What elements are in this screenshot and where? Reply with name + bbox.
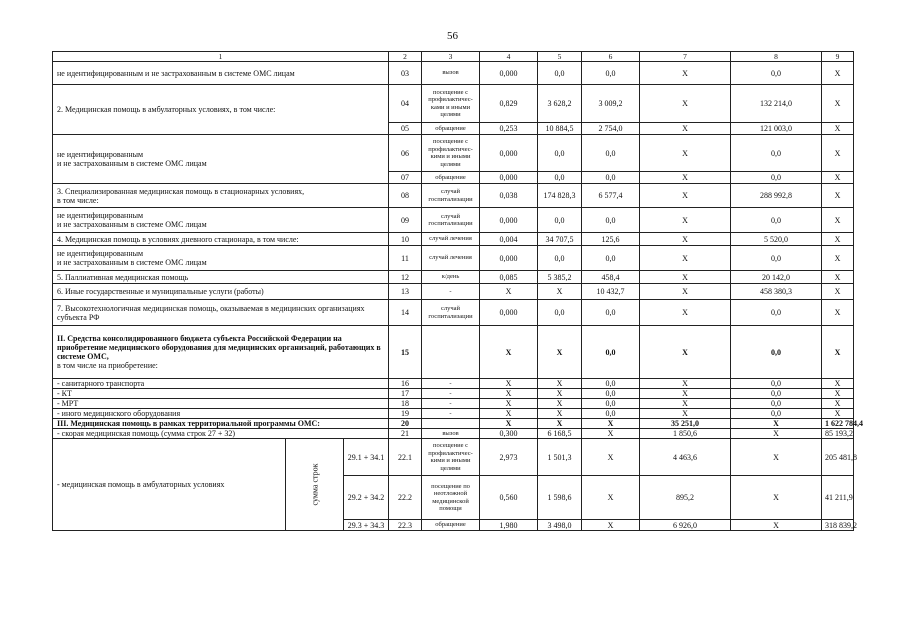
cell-c8: X bbox=[822, 326, 854, 379]
cell-c5: X bbox=[582, 419, 640, 429]
cell-c7: 20 142,0 bbox=[731, 271, 822, 284]
table-row bbox=[53, 233, 854, 246]
row-label: - КТ bbox=[53, 389, 389, 399]
row-code: 06 bbox=[389, 135, 422, 172]
row-unit bbox=[422, 419, 480, 429]
row-unit: посещение с профилактичес-ками и иными целями bbox=[422, 85, 480, 123]
cell-c5: 125,6 bbox=[582, 233, 640, 246]
cell-c4: 3 498,0 bbox=[538, 520, 582, 531]
row-label: не идентифицированным и не застрахованным в системе ОМС лицам bbox=[53, 135, 389, 184]
cell-c8: X bbox=[822, 389, 854, 399]
cell-c7: 0,0 bbox=[731, 172, 822, 184]
row-code: 13 bbox=[389, 284, 422, 300]
cell-c8: X bbox=[822, 172, 854, 184]
row-unit: вызов bbox=[422, 429, 480, 439]
cell-c6: X bbox=[640, 300, 731, 326]
row-unit: - bbox=[422, 284, 480, 300]
cell-c3: 0,000 bbox=[480, 300, 538, 326]
cell-c8: X bbox=[822, 208, 854, 233]
row-label: - скорая медицинская помощь (сумма строк 27 + 32) bbox=[53, 429, 389, 439]
cell-c3: X bbox=[480, 409, 538, 419]
cell-c5: 0,0 bbox=[582, 246, 640, 271]
row-unit: - bbox=[422, 389, 480, 399]
table-row bbox=[53, 271, 854, 284]
header-cell: 9 bbox=[822, 52, 854, 62]
row-code: 04 bbox=[389, 85, 422, 123]
cell-c7: 0,0 bbox=[731, 389, 822, 399]
header-cell: 2 bbox=[389, 52, 422, 62]
cell-c4: 174 828,3 bbox=[538, 184, 582, 208]
cell-c4: 5 385,2 bbox=[538, 271, 582, 284]
cell-c5: 0,0 bbox=[582, 389, 640, 399]
row-code: 22.3 bbox=[389, 520, 422, 531]
row-unit: обращение bbox=[422, 172, 480, 184]
cell-c3: X bbox=[480, 419, 538, 429]
cell-c3: 0,253 bbox=[480, 123, 538, 135]
cell-c6: X bbox=[640, 271, 731, 284]
cell-c7: 121 003,0 bbox=[731, 123, 822, 135]
cell-c7: 0,0 bbox=[731, 246, 822, 271]
row-formula: 29.1 + 34.1 bbox=[344, 439, 389, 476]
cell-c4: 0,0 bbox=[538, 62, 582, 85]
cell-c6: X bbox=[640, 208, 731, 233]
cell-c5: 10 432,7 bbox=[582, 284, 640, 300]
header-cell: 4 bbox=[480, 52, 538, 62]
cell-c7: 0,0 bbox=[731, 326, 822, 379]
header-cell: 5 bbox=[538, 52, 582, 62]
row-label-main: II. Средства консолидированного бюджета субъекта Российской Федерации на приобретение медицинского оборудования для медицинских организаций, работающих в системе ОМС, bbox=[57, 334, 381, 361]
cell-c3: 0,000 bbox=[480, 135, 538, 172]
cell-c7: X bbox=[731, 419, 822, 429]
row-label: - санитарного транспорта bbox=[53, 379, 389, 389]
table-row bbox=[53, 326, 854, 379]
cell-c6: 1 850,6 bbox=[640, 429, 731, 439]
row-label: не идентифицированным и не застрахованным в системе ОМС лицам bbox=[53, 246, 389, 271]
cell-c8: 205 481,8 bbox=[822, 439, 854, 476]
cell-c5: X bbox=[582, 439, 640, 476]
cell-c3: 0,560 bbox=[480, 476, 538, 520]
row-unit: к/день bbox=[422, 271, 480, 284]
table-row bbox=[53, 62, 854, 85]
cell-c7: 0,0 bbox=[731, 62, 822, 85]
cell-c7: 0,0 bbox=[731, 409, 822, 419]
row-unit: - bbox=[422, 399, 480, 409]
row-unit: посещение с профилактичес-кими и иными целями bbox=[422, 135, 480, 172]
cell-c5: X bbox=[582, 520, 640, 531]
cell-c4: 0,0 bbox=[538, 300, 582, 326]
cell-c4: X bbox=[538, 419, 582, 429]
cell-c6: X bbox=[640, 172, 731, 184]
cell-c4: X bbox=[538, 389, 582, 399]
cell-c5: 0,0 bbox=[582, 62, 640, 85]
cell-c7: 5 520,0 bbox=[731, 233, 822, 246]
row-label: 7. Высокотехнологичная медицинская помощь, оказываемая в медицинских организациях субъекта РФ bbox=[53, 300, 389, 326]
row-unit: посещение с профилактичес-кими и иными целями bbox=[422, 439, 480, 476]
row-unit: посещение по неотложной медицинской помощи bbox=[422, 476, 480, 520]
table-row bbox=[53, 389, 854, 399]
row-code: 03 bbox=[389, 62, 422, 85]
cell-c8: X bbox=[822, 399, 854, 409]
cell-c3: 0,038 bbox=[480, 184, 538, 208]
row-code: 12 bbox=[389, 271, 422, 284]
row-code: 07 bbox=[389, 172, 422, 184]
header-cell: 6 bbox=[582, 52, 640, 62]
row-code: 20 bbox=[389, 419, 422, 429]
cell-c8: X bbox=[822, 300, 854, 326]
row-code: 05 bbox=[389, 123, 422, 135]
cell-c4: 10 884,5 bbox=[538, 123, 582, 135]
cell-c5: 0,0 bbox=[582, 208, 640, 233]
row-formula: 29.3 + 34.3 bbox=[344, 520, 389, 531]
cell-c5: 0,0 bbox=[582, 172, 640, 184]
row-label bbox=[53, 326, 389, 379]
cell-c7: 132 214,0 bbox=[731, 85, 822, 123]
row-unit: - bbox=[422, 409, 480, 419]
cell-c5: 3 009,2 bbox=[582, 85, 640, 123]
cell-c3: 0,004 bbox=[480, 233, 538, 246]
table-row bbox=[53, 208, 854, 233]
row-code: 22.1 bbox=[389, 439, 422, 476]
row-code: 09 bbox=[389, 208, 422, 233]
cell-c8: 318 839,2 bbox=[822, 520, 854, 531]
cell-c7: X bbox=[731, 520, 822, 531]
row-code: 08 bbox=[389, 184, 422, 208]
cell-c8: X bbox=[822, 123, 854, 135]
cell-c8: 41 211,9 bbox=[822, 476, 854, 520]
cell-c6: X bbox=[640, 379, 731, 389]
row-label: 2. Медицинская помощь в амбулаторных условиях, в том числе: bbox=[53, 85, 389, 135]
row-label: III. Медицинская помощь в рамках территориальной программы ОМС: bbox=[53, 419, 389, 429]
cell-c4: 0,0 bbox=[538, 246, 582, 271]
cell-c8: 1 622 784,4 bbox=[822, 419, 854, 429]
cell-c7: 0,0 bbox=[731, 208, 822, 233]
cell-c8: X bbox=[822, 62, 854, 85]
row-label-sub: в том числе на приобретение: bbox=[57, 361, 158, 370]
cell-c6: X bbox=[640, 326, 731, 379]
cell-c5: 6 577,4 bbox=[582, 184, 640, 208]
cell-c4: 0,0 bbox=[538, 208, 582, 233]
row-label: 6. Иные государственные и муниципальные услуги (работы) bbox=[53, 284, 389, 300]
cell-c7: 288 992,8 bbox=[731, 184, 822, 208]
cell-c8: X bbox=[822, 409, 854, 419]
row-label: - иного медицинского оборудования bbox=[53, 409, 389, 419]
cell-c3: 1,980 bbox=[480, 520, 538, 531]
cell-c4: 1 598,6 bbox=[538, 476, 582, 520]
cell-c3: 0,829 bbox=[480, 85, 538, 123]
header-cell: 1 bbox=[53, 52, 389, 62]
cell-c6: X bbox=[640, 246, 731, 271]
cell-c8: 85 193,2 bbox=[822, 429, 854, 439]
row-unit: вызов bbox=[422, 62, 480, 85]
row-unit: обращение bbox=[422, 123, 480, 135]
cell-c4: X bbox=[538, 284, 582, 300]
cell-c8: X bbox=[822, 271, 854, 284]
cell-c3: X bbox=[480, 284, 538, 300]
sum-rows-text: сумма строк bbox=[310, 463, 319, 506]
cell-c3: 0,000 bbox=[480, 246, 538, 271]
cell-c3: 2,973 bbox=[480, 439, 538, 476]
cell-c8: X bbox=[822, 233, 854, 246]
cell-c3: X bbox=[480, 326, 538, 379]
cell-c4: 3 628,2 bbox=[538, 85, 582, 123]
row-code: 14 bbox=[389, 300, 422, 326]
table-row bbox=[53, 300, 854, 326]
cell-c5: 0,0 bbox=[582, 379, 640, 389]
cell-c6: X bbox=[640, 85, 731, 123]
cell-c7: X bbox=[731, 439, 822, 476]
cell-c5: 0,0 bbox=[582, 399, 640, 409]
cell-c4: 0,0 bbox=[538, 172, 582, 184]
cell-c6: X bbox=[640, 284, 731, 300]
cell-c4: X bbox=[538, 399, 582, 409]
cell-c6: X bbox=[640, 389, 731, 399]
table-row bbox=[53, 85, 854, 123]
cell-c7: X bbox=[731, 429, 822, 439]
cell-c7: 458 380,3 bbox=[731, 284, 822, 300]
row-unit: случай госпитализации bbox=[422, 184, 480, 208]
cell-c5: 0,0 bbox=[582, 409, 640, 419]
row-formula: 29.2 + 34.2 bbox=[344, 476, 389, 520]
row-label: 3. Специализированная медицинская помощь в стационарных условиях, в том числе: bbox=[53, 184, 389, 208]
cell-c3: 0,300 bbox=[480, 429, 538, 439]
cell-c4: X bbox=[538, 409, 582, 419]
row-code: 17 bbox=[389, 389, 422, 399]
cell-c6: X bbox=[640, 62, 731, 85]
row-code: 10 bbox=[389, 233, 422, 246]
row-label: 4. Медицинская помощь в условиях дневного стационара, в том числе: bbox=[53, 233, 389, 246]
cell-c3: 0,085 bbox=[480, 271, 538, 284]
row-code: 18 bbox=[389, 399, 422, 409]
cell-c8: X bbox=[822, 379, 854, 389]
cell-c4: X bbox=[538, 379, 582, 389]
header-cell: 3 bbox=[422, 52, 480, 62]
row-label: - МРТ bbox=[53, 399, 389, 409]
cell-c8: X bbox=[822, 85, 854, 123]
row-unit: обращение bbox=[422, 520, 480, 531]
cell-c5: 0,0 bbox=[582, 300, 640, 326]
header-cell: 7 bbox=[640, 52, 731, 62]
cell-c7: X bbox=[731, 476, 822, 520]
row-code: 21 bbox=[389, 429, 422, 439]
row-unit: случай лечения bbox=[422, 246, 480, 271]
cell-c7: 0,0 bbox=[731, 379, 822, 389]
cell-c4: 34 707,5 bbox=[538, 233, 582, 246]
cell-c6: 6 926,0 bbox=[640, 520, 731, 531]
cell-c5: X bbox=[582, 429, 640, 439]
cell-c3: 0,000 bbox=[480, 172, 538, 184]
cell-c4: 6 168,5 bbox=[538, 429, 582, 439]
page-number: 56 bbox=[447, 30, 458, 42]
cell-c6: X bbox=[640, 123, 731, 135]
cell-c3: X bbox=[480, 399, 538, 409]
budget-table bbox=[52, 51, 864, 531]
cell-c6: 4 463,6 bbox=[640, 439, 731, 476]
cell-c3: X bbox=[480, 389, 538, 399]
cell-c8: X bbox=[822, 135, 854, 172]
row-unit bbox=[422, 326, 480, 379]
header-row bbox=[53, 52, 854, 62]
cell-c6: X bbox=[640, 409, 731, 419]
cell-c7: 0,0 bbox=[731, 300, 822, 326]
cell-c6: 35 251,0 bbox=[640, 419, 731, 429]
cell-c6: 895,2 bbox=[640, 476, 731, 520]
cell-c5: 0,0 bbox=[582, 326, 640, 379]
table-row bbox=[53, 135, 854, 172]
cell-c6: X bbox=[640, 233, 731, 246]
table-row bbox=[53, 246, 854, 271]
table-row bbox=[53, 439, 854, 476]
row-label: - медицинская помощь в амбулаторных условиях bbox=[53, 439, 286, 531]
header-cell: 8 bbox=[731, 52, 822, 62]
cell-c6: X bbox=[640, 135, 731, 172]
table-row bbox=[53, 284, 854, 300]
table-row bbox=[53, 429, 854, 439]
cell-c8: X bbox=[822, 184, 854, 208]
table-row bbox=[53, 379, 854, 389]
cell-c5: 0,0 bbox=[582, 135, 640, 172]
cell-c5: 458,4 bbox=[582, 271, 640, 284]
cell-c6: X bbox=[640, 399, 731, 409]
table-row bbox=[53, 419, 854, 429]
row-code: 15 bbox=[389, 326, 422, 379]
row-code: 11 bbox=[389, 246, 422, 271]
row-code: 19 bbox=[389, 409, 422, 419]
cell-c8: X bbox=[822, 284, 854, 300]
row-unit: случай госпитализации bbox=[422, 300, 480, 326]
cell-c8: X bbox=[822, 246, 854, 271]
sum-rows-label bbox=[286, 439, 344, 531]
table-row bbox=[53, 399, 854, 409]
cell-c5: X bbox=[582, 476, 640, 520]
cell-c4: X bbox=[538, 326, 582, 379]
row-label: не идентифицированным и не застрахованным в системе ОМС лицам bbox=[53, 62, 389, 85]
cell-c3: 0,000 bbox=[480, 62, 538, 85]
row-unit: - bbox=[422, 379, 480, 389]
table-row bbox=[53, 409, 854, 419]
row-label: не идентифицированным и не застрахованным в системе ОМС лицам bbox=[53, 208, 389, 233]
cell-c7: 0,0 bbox=[731, 399, 822, 409]
cell-c4: 1 501,3 bbox=[538, 439, 582, 476]
row-label: 5. Паллиативная медицинская помощь bbox=[53, 271, 389, 284]
cell-c5: 2 754,0 bbox=[582, 123, 640, 135]
row-code: 16 bbox=[389, 379, 422, 389]
cell-c7: 0,0 bbox=[731, 135, 822, 172]
cell-c3: 0,000 bbox=[480, 208, 538, 233]
cell-c3: X bbox=[480, 379, 538, 389]
cell-c4: 0,0 bbox=[538, 135, 582, 172]
table-row bbox=[53, 184, 854, 208]
row-code: 22.2 bbox=[389, 476, 422, 520]
row-unit: случай госпитализации bbox=[422, 208, 480, 233]
row-unit: случай лечения bbox=[422, 233, 480, 246]
cell-c6: X bbox=[640, 184, 731, 208]
